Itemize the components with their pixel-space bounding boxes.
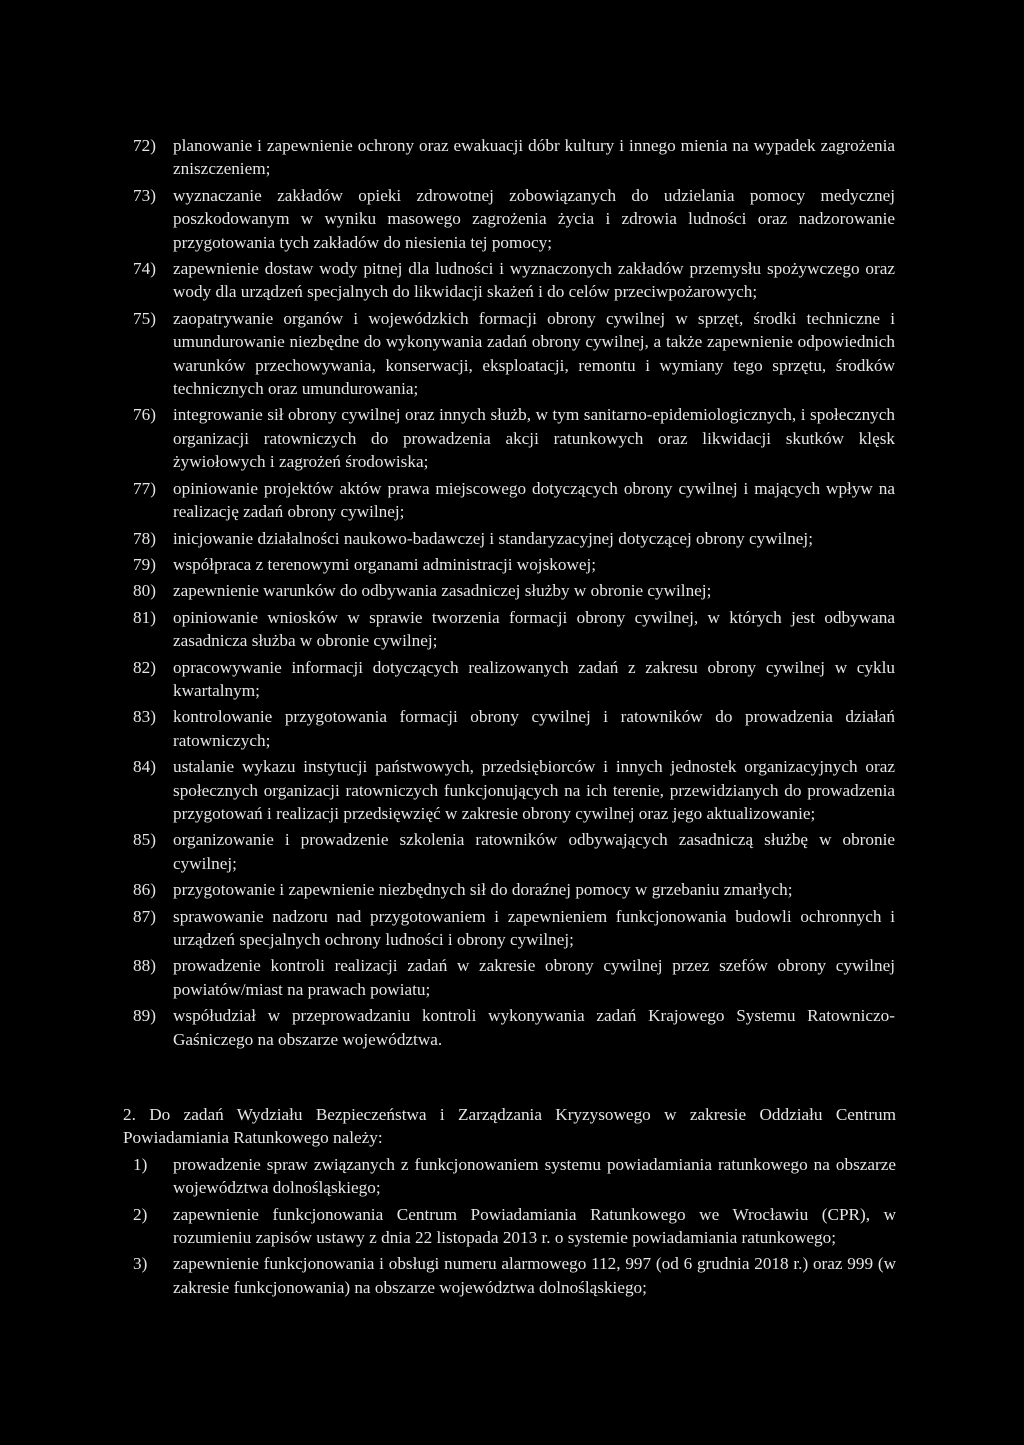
item-number: 89) [133, 1006, 156, 1026]
item-text: kontrolowanie przygotowania formacji obrony cywilnej i ratowników do prowadzenia działań ratowniczych; [173, 707, 895, 750]
section-2 [123, 1103, 896, 1302]
item-text: opiniowanie projektów aktów prawa miejscowego dotyczących obrony cywilnej i mających wpływ na realizację zadań obrony cywilnej; [173, 478, 895, 522]
list-item [133, 606, 895, 653]
item-text: sprawowanie nadzoru nad przygotowaniem i zapewnieniem funkcjonowania budowli ochronnych i urządzeń specjalnych ochrony ludności i obrony cywilnej; [173, 906, 895, 949]
item-number: 1) [133, 1154, 148, 1174]
list-item [133, 403, 895, 473]
item-text: współpraca z terenowymi organami administracji wojskowej; [173, 554, 597, 574]
list-item [133, 1203, 896, 1250]
item-number: 76) [133, 405, 156, 425]
item-text: integrowanie sił obrony cywilnej oraz innych służb, w tym sanitarno-epidemiologicznych, i społecznych organizacji ratowniczych do prowadzenia akcji ratunkowych oraz likwidacji skutków klęsk żywiołowych i zagrożeń środowiska; [173, 405, 895, 472]
list-item [133, 477, 895, 524]
item-number: 86) [133, 880, 156, 900]
item-text: planowanie i zapewnienie ochrony oraz ewakuacji dóbr kultury i innego mienia na wypadek zagrożenia zniszczeniem; [173, 136, 895, 179]
list-item [133, 905, 895, 952]
list-item [133, 705, 895, 752]
item-number: 2) [133, 1204, 148, 1224]
list-item [133, 1004, 895, 1051]
list-item [133, 878, 895, 901]
item-number: 74) [133, 259, 156, 279]
item-number: 85) [133, 830, 156, 850]
item-text: przygotowanie i zapewnienie niezbędnych sił do doraźnej pomocy w grzebaniu zmarłych; [173, 880, 793, 900]
item-text: opracowywanie informacji dotyczących realizowanych zadań z zakresu obrony cywilnej w cyklu kwartalnym; [173, 657, 895, 700]
list-item [133, 553, 895, 576]
item-number: 82) [133, 657, 156, 677]
item-number: 88) [133, 956, 156, 976]
item-text: współudział w przeprowadzaniu kontroli wykonywania zadań Krajowego Systemu Ratowniczo-Gaśniczego na obszarze województwa. [173, 1006, 895, 1049]
item-text: zaopatrywanie organów i wojewódzkich formacji obrony cywilnej w sprzęt, środki techniczne i umundurowanie niezbędne do wykonywania zadań obrony cywilnej, a także zapewnienie odpowiednich warunków przechowywania, konserwacji, eksploatacji, remontu i wymiany tego sprzętu, środków technicznych oraz umundurowania; [173, 308, 895, 399]
list-item [133, 954, 895, 1001]
item-text: zapewnienie dostaw wody pitnej dla ludności i wyznaczonych zakładów przemysłu spożywczego oraz wody dla urządzeń specjalnych do likwidacji skażeń i do celów przeciwpożarowych; [173, 259, 895, 302]
item-text: ustalanie wykazu instytucji państwowych, przedsiębiorców i innych jednostek organizacyjnych oraz społecznych organizacji ratowniczych funkcjonujących na ich terenie, przewidzianych do prowadzenia przygotowań i realizacji przedsięwzięć w zakresie obrony cywilnej oraz jego aktualizowanie; [173, 757, 895, 823]
list-item [133, 307, 895, 401]
list-item [133, 134, 895, 181]
list-item [133, 579, 895, 602]
item-number: 81) [133, 607, 156, 627]
item-text: inicjowanie działalności naukowo-badawczej i standaryzacyjnej dotyczącej obrony cywilnej; [173, 528, 813, 548]
task-list [133, 134, 895, 1054]
item-text: prowadzenie spraw związanych z funkcjonowaniem systemu powiadamiania ratunkowego na obszarze województwa dolnośląskiego; [173, 1154, 896, 1198]
section-heading: 2. Do zadań Wydziału Bezpieczeństwa i Zarządzania Kryzysowego w zakresie Oddziału Centrum Powiadamiania Ratunkowego należy: [123, 1105, 896, 1148]
item-number: 77) [133, 478, 156, 498]
list-item [133, 1153, 896, 1200]
item-text: opiniowanie wniosków w sprawie tworzenia formacji obrony cywilnej, w których jest odbywana zasadnicza służba w obronie cywilnej; [173, 607, 895, 651]
item-number: 80) [133, 581, 156, 601]
item-text: zapewnienie funkcjonowania i obsługi numeru alarmowego 112, 997 (od 6 grudnia 2018 r.) oraz 999 (w zakresie funkcjonowania) na obszarze województwa dolnośląskiego; [173, 1254, 896, 1297]
item-number: 83) [133, 707, 156, 727]
item-number: 3) [133, 1254, 148, 1274]
item-number: 72) [133, 136, 156, 155]
item-text: wyznaczanie zakładów opieki zdrowotnej zobowiązanych do udzielania pomocy medycznej poszkodowanym w wyniku masowego zagrożenia życia i zdrowia ludności oraz nadzorowanie przygotowania tych zakładów do niesienia tej pomocy; [173, 185, 895, 252]
list-item [133, 1252, 896, 1299]
item-number: 87) [133, 906, 156, 926]
list-item [133, 527, 895, 550]
item-text: zapewnienie funkcjonowania Centrum Powiadamiania Ratunkowego we Wrocławiu (CPR), w rozumieniu zapisów ustawy z dnia 22 listopada 2013 r. o systemie powiadamiania ratunkowego; [173, 1204, 896, 1248]
item-text: zapewnienie warunków do odbywania zasadniczej służby w obronie cywilnej; [173, 581, 712, 601]
item-number: 78) [133, 528, 156, 548]
item-number: 79) [133, 554, 156, 574]
item-text: prowadzenie kontroli realizacji zadań w zakresie obrony cywilnej przez szefów obrony cywilnej powiatów/miast na prawach powiatu; [173, 956, 895, 999]
item-text: organizowanie i prowadzenie szkolenia ratowników odbywających zasadniczą służbę w obronie cywilnej; [173, 830, 895, 873]
list-item [133, 184, 895, 254]
item-number: 84) [133, 757, 156, 777]
list-item [133, 755, 895, 825]
item-number: 75) [133, 308, 156, 328]
list-item [133, 656, 895, 703]
list-item [133, 257, 895, 304]
item-number: 73) [133, 185, 156, 205]
list-item [133, 828, 895, 875]
